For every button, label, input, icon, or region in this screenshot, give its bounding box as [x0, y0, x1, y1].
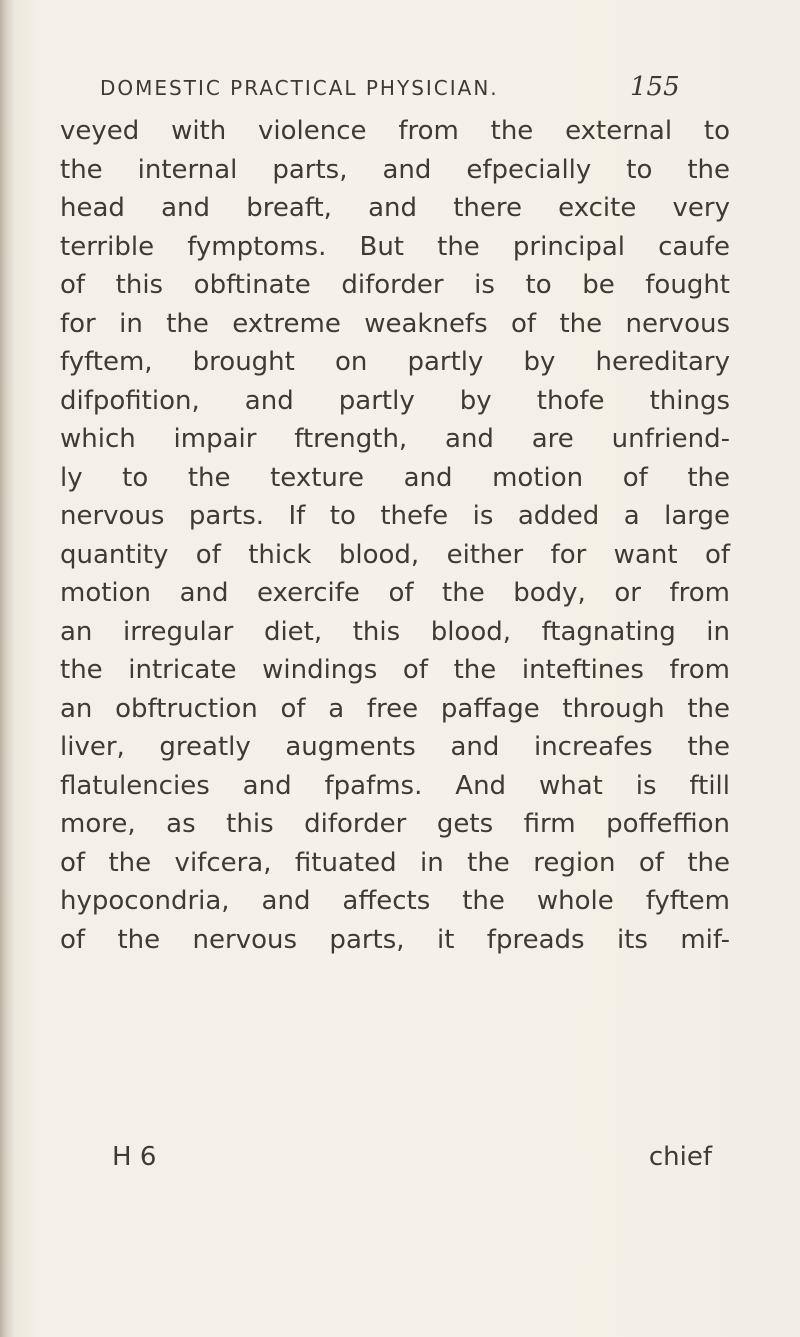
- text-line: head and breaft, and there excite very: [60, 193, 730, 223]
- running-head: DOMESTIC PRACTICAL PHYSICIAN.: [100, 76, 499, 100]
- text-line: hypocondria, and affects the whole fyftem: [60, 886, 730, 916]
- text-line: flatulencies and fpafms. And what is ftill: [60, 770, 730, 801]
- page-header: [88, 72, 708, 110]
- text-line: an obftruction of a free paffage through the: [60, 693, 730, 724]
- text-line: ly to the texture and motion of the: [60, 462, 730, 493]
- page-footer: [112, 1142, 712, 1182]
- text-line: the internal parts, and efpecially to the: [60, 154, 730, 185]
- text-line: the intricate windings of the inteftines from: [60, 655, 730, 685]
- text-line: liver, greatly augments and increafes the: [60, 732, 730, 762]
- text-line: which impair ftrength, and are unfriend-: [60, 424, 730, 454]
- catchword: chief: [648, 1142, 712, 1172]
- text-line: an irregular diet, this blood, ftagnating in: [60, 616, 730, 647]
- signature-mark: H 6: [112, 1142, 157, 1172]
- text-line: for in the extreme weaknefs of the nervous: [60, 308, 730, 339]
- text-line: nervous parts. If to thefe is added a large: [60, 501, 730, 531]
- text-line: veyed with violence from the external to: [60, 116, 730, 146]
- text-line: of the vifcera, fituated in the region of the: [60, 847, 730, 878]
- text-line: of the nervous parts, it fpreads its mif-: [60, 924, 730, 955]
- text-line: difpofition, and partly by thofe things: [60, 385, 730, 416]
- body-text: [60, 112, 730, 959]
- text-line: of this obftinate diforder is to be fought: [60, 270, 730, 300]
- text-line: more, as this diforder gets firm poffeffion: [60, 809, 730, 839]
- page-gutter: [0, 0, 14, 1337]
- text-line: quantity of thick blood, either for want of: [60, 539, 730, 570]
- page-number: 155: [630, 72, 680, 102]
- text-line: terrible fymptoms. But the principal caufe: [60, 231, 730, 262]
- text-line: motion and exercife of the body, or from: [60, 578, 730, 608]
- text-line: fyftem, brought on partly by hereditary: [60, 347, 730, 377]
